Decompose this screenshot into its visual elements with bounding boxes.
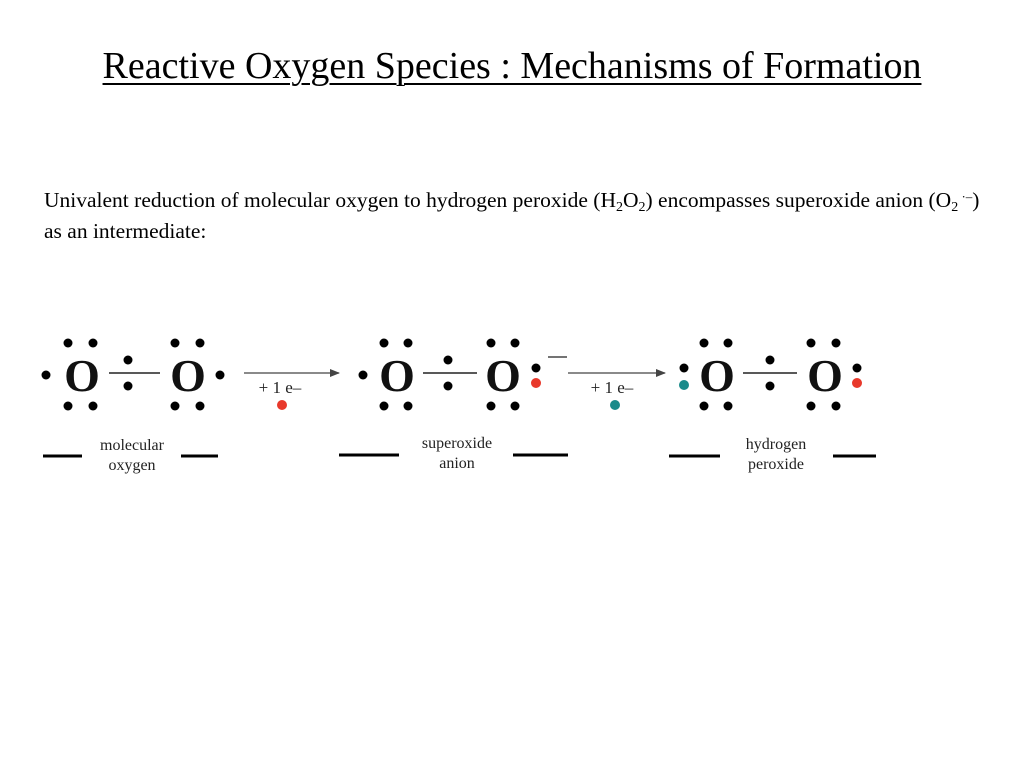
intro-sub-b: 2 xyxy=(638,200,646,215)
caption-line-1: hydrogen xyxy=(745,436,807,453)
reaction-label-1: + 1 e– xyxy=(258,378,302,397)
intro-sub-c: 2 xyxy=(951,200,959,215)
oxygen-atom-5: O xyxy=(699,350,735,401)
intro-text-c: ) encompasses superoxide anion (O xyxy=(645,188,952,212)
caption-hydrogen-peroxide xyxy=(669,436,876,473)
caption-line-1: superoxide xyxy=(421,435,493,452)
slide-title: Reactive Oxygen Species : Mechanisms of Formation xyxy=(102,45,922,87)
oxygen-atom-3: O xyxy=(379,350,415,401)
reaction-arrow-1 xyxy=(244,373,339,410)
reaction-arrow-2 xyxy=(568,373,665,410)
molecular-oxygen-structure xyxy=(42,339,225,411)
caption-line-2: peroxide xyxy=(748,456,804,473)
superoxide-anion-structure xyxy=(359,339,568,411)
reaction-label-2: + 1 e– xyxy=(590,378,634,397)
intro-paragraph xyxy=(44,185,984,247)
hydrogen-peroxide-structure xyxy=(679,339,862,411)
added-electron-teal xyxy=(610,400,620,410)
intro-sub-a: 2 xyxy=(615,200,623,215)
caption-superoxide-anion xyxy=(339,435,568,472)
added-electron-red xyxy=(531,378,541,388)
oxygen-atom-6: O xyxy=(807,350,843,401)
added-electron-teal xyxy=(679,380,689,390)
reaction-diagram xyxy=(0,300,1024,500)
oxygen-atom-4: O xyxy=(485,350,521,401)
intro-text-a: Univalent reduction of molecular oxygen to hydrogen peroxide (H xyxy=(44,188,616,212)
oxygen-atom-1: O xyxy=(64,350,100,401)
caption-molecular-oxygen xyxy=(43,437,218,474)
intro-text-b: O xyxy=(622,188,639,212)
caption-line-2: anion xyxy=(439,455,475,472)
caption-line-2: oxygen xyxy=(108,457,156,474)
intro-text-d: ) as an intermediate: xyxy=(44,188,980,243)
added-electron-red xyxy=(852,378,862,388)
intro-sup-c: ·– xyxy=(958,189,973,204)
oxygen-atom-2: O xyxy=(170,350,206,401)
caption-line-1: molecular xyxy=(100,437,164,454)
added-electron-red xyxy=(277,400,287,410)
